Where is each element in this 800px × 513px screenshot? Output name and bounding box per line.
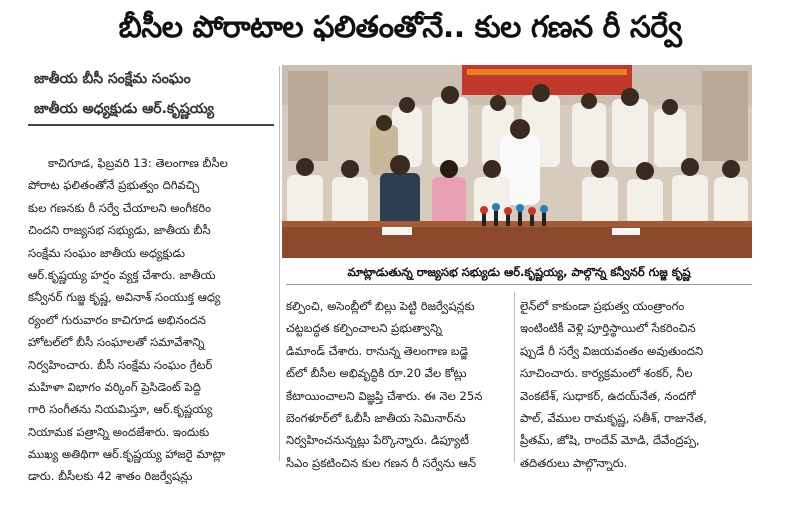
article-line: ఆర్.కృష్ణయ్య హర్షం వ్యక్త చేశారు. జాతీయ [28, 267, 216, 282]
article-line: హోటల్‌లో బీసీ సంఘాలతో సమావేశాన్ని [28, 335, 205, 350]
press-meet-photo [282, 65, 752, 258]
column-divider [279, 66, 280, 461]
article-column-1 [28, 152, 274, 488]
article-line: డిమాండ్ చేశారు. రానున్న తెలంగాణ బడ్జె [286, 343, 469, 358]
article-line: మహిళా విభాగం వర్కింగ్ ప్రెసిడెంట్ పెద్ది [28, 379, 201, 394]
article-line: చట్టబద్ధత కల్పించాలని ప్రభుత్వాన్ని [286, 321, 443, 336]
article-line: లైన్‌లో కాకుండా ప్రభుత్వ యంత్రాంగం [520, 299, 685, 313]
article-line: పోరాట ఫలితంతోనే ప్రభుత్వం దిగివచ్చి [28, 178, 200, 193]
article-line: కల్పించి, అసెంబ్లీలో బిల్లు పెట్టి రిజర్వేషన్లకు [286, 299, 475, 313]
article-line: ప్రీతమ్, జోషి, రాందేవ్ మోడి, దేవేంద్రప్ప, [520, 433, 700, 448]
subhead-organization [28, 66, 274, 94]
article-line: సీఎం ప్రకటించిన కుల గణన రీ సర్వేను ఆన్ [286, 455, 477, 470]
article-line: కేటాయించాలని విజ్ఞప్తి చేశారు. ఈ నెల 25న [286, 388, 483, 403]
subhead-person [28, 96, 274, 126]
article-line: డారు. బీసీలకు 42 శాతం రిజర్వేషన్లు [28, 469, 193, 484]
article-line: ప్పుడే రీ సర్వే విజయవంతం అవుతుందని [520, 343, 704, 358]
article-line: ట్‌లో బీసీల అభివృద్ధికి రూ.20 వేల కోట్లు [286, 366, 467, 381]
article-line: ఇంటింటికీ వెళ్లి పూర్తిస్థాయిలో సేకరించిన [520, 321, 696, 336]
article-line: ముఖ్య అతిథిగా ఆర్.కృష్ణయ్య హాజరై మాట్లా [28, 447, 226, 462]
subhead-person-text: జాతీయ అధ్యక్షుడు ఆర్.కృష్ణయ్య [34, 100, 215, 117]
article-line: నియామక పత్రాన్ని అందజేశారు. ఇందుకు [28, 424, 210, 439]
article-line: నిర్వహించనున్నట్లు పేర్కొన్నారు. డిప్యూటీ [286, 433, 469, 448]
headline: బీసీల పోరాటాల ఫలితంతోనే.. కుల గణన రీ సర్వే [118, 10, 682, 45]
press-meet-photo-art [282, 65, 752, 258]
article-column-3 [520, 295, 752, 474]
subhead-organization-text: జాతీయ బీసీ సంక్షేమ సంఘం [34, 70, 191, 87]
article-column-2 [286, 295, 510, 474]
article-line: నిర్వహించారు. బీసీ సంక్షేమ సంఘం గ్రేటర్ [28, 357, 213, 372]
article-line: కన్వీనర్ గుజ్జ కృష్ణ, అవినాశ్ సంయుక్త ఆధ్య [28, 290, 221, 305]
article-line: తదితరులు పాల్గొన్నారు. [520, 455, 628, 470]
article-line: గారి సంగీతను నియమిస్తూ, ఆర్.కృష్ణయ్య [28, 402, 213, 417]
article-line: చిందని రాజ్యసభ సభ్యుడు, జాతీయ బీసీ [28, 223, 211, 238]
article-line: కుల గణనకు రీ సర్వే చేయాలని అంగీకరిం [28, 200, 211, 215]
article-line: వెంకటేశ్, సుధాకర్, ఉదయ్‌నేత, నందగో [520, 388, 696, 403]
article-line: సంక్షేమ సంఘం జాతీయ అధ్యక్షుడు [28, 245, 185, 260]
photo-caption: మాట్లాడుతున్న రాజ్యసభ సభ్యుడు ఆర్.కృష్ణయ్య, పాల్గొన్న కన్వీనర్ గుజ్జ కృష్ణ [286, 262, 752, 285]
article-line: బెంగళూర్‌లో ఓబీసీ జాతీయ సెమినార్‌ను [286, 410, 466, 425]
column-divider [514, 292, 515, 462]
article-line: పాల్, వేముల రామకృష్ణ, సతీశ్, రాజునేత, [520, 410, 707, 425]
article-line: ర్యంలో గురువారం కాచిగూడ అభినందన [28, 312, 206, 327]
article-line: సూచించారు. కార్యక్రమంలో శంకర్, నీల [520, 366, 693, 381]
article-line: కాచిగూడ, ఫిబ్రవరి 13: తెలంగాణ బీసీల [48, 156, 228, 170]
